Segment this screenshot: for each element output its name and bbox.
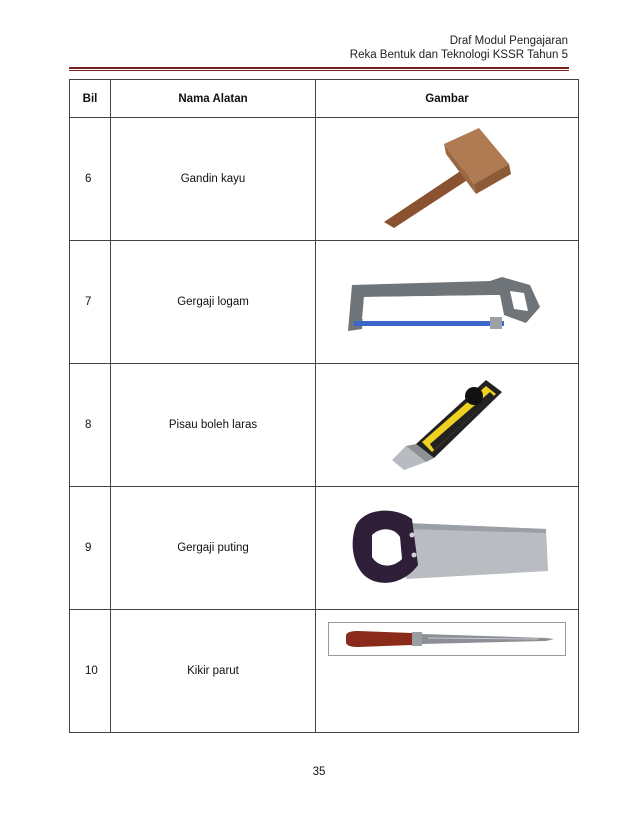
- row-number: 9: [70, 487, 111, 610]
- table-row: [70, 610, 579, 733]
- row-number: 8: [70, 364, 111, 487]
- tool-name: Gandin kayu: [111, 118, 316, 241]
- table-header-row: [70, 80, 579, 118]
- header-bil: Bil: [70, 80, 111, 118]
- header-line-2: Reka Bentuk dan Teknologi KSSR Tahun 5: [349, 49, 568, 61]
- tool-name: Pisau boleh laras: [111, 364, 316, 487]
- table-row: [70, 118, 579, 241]
- rasp-file-icon: [328, 622, 566, 656]
- row-number: 7: [70, 241, 111, 364]
- row-number: 10: [70, 610, 111, 733]
- page-header: [350, 34, 568, 62]
- header-gambar: Gambar: [316, 80, 579, 118]
- table-row: [70, 364, 579, 487]
- hacksaw-icon: [340, 267, 554, 345]
- tools-table: [69, 79, 579, 733]
- header-nama-alatan: Nama Alatan: [111, 80, 316, 118]
- wooden-mallet-image: [316, 118, 579, 241]
- header-line-1: Draf Modul Pengajaran: [449, 35, 568, 47]
- tool-name: Gergaji logam: [111, 241, 316, 364]
- utility-knife-icon: [386, 374, 506, 474]
- hacksaw-image: [316, 241, 579, 364]
- tenon-saw-icon: [346, 505, 556, 595]
- tenon-saw-image: [316, 487, 579, 610]
- header-rule-thin: [69, 70, 569, 71]
- tool-name: Gergaji puting: [111, 487, 316, 610]
- header-rule: [69, 67, 569, 69]
- tool-name: Kikir parut: [111, 610, 316, 733]
- rasp-file-image: [316, 610, 579, 733]
- row-number: 6: [70, 118, 111, 241]
- utility-knife-image: [316, 364, 579, 487]
- page-number: 35: [312, 766, 326, 778]
- wooden-mallet-icon: [374, 124, 524, 234]
- table-row: [70, 487, 579, 610]
- table-row: [70, 241, 579, 364]
